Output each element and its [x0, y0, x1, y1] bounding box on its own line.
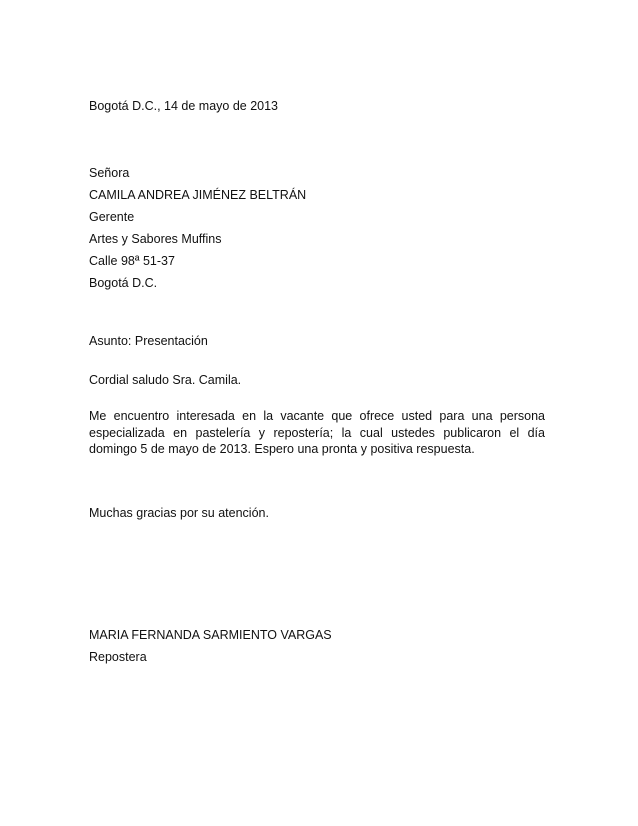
recipient-company: Artes y Sabores Muffins — [89, 232, 222, 246]
closing-line: Muchas gracias por su atención. — [89, 506, 269, 520]
recipient-title: Señora — [89, 166, 130, 180]
body-line: domingo 5 de mayo de 2013. Espero una pronta y positiva respuesta. — [89, 442, 475, 456]
recipient-position: Gerente — [89, 210, 135, 224]
recipient-city: Bogotá D.C. — [89, 276, 158, 290]
signature-name: MARIA FERNANDA SARMIENTO VARGAS — [89, 628, 332, 642]
body-line: Me encuentro interesada en la vacante que ofrece usted para una persona — [89, 409, 545, 423]
signature-role: Repostera — [89, 650, 147, 664]
recipient-name: CAMILA ANDREA JIMÉNEZ BELTRÁN — [89, 188, 307, 202]
recipient-address: Calle 98ª 51-37 — [89, 254, 175, 268]
subject-line: Asunto: Presentación — [89, 334, 208, 348]
body-line: especializada en pastelería y repostería; la cual ustedes publicaron el día — [89, 425, 545, 440]
body-paragraph — [89, 408, 545, 458]
date-line: Bogotá D.C., 14 de mayo de 2013 — [89, 99, 279, 113]
greeting-line: Cordial saludo Sra. Camila. — [89, 373, 242, 387]
